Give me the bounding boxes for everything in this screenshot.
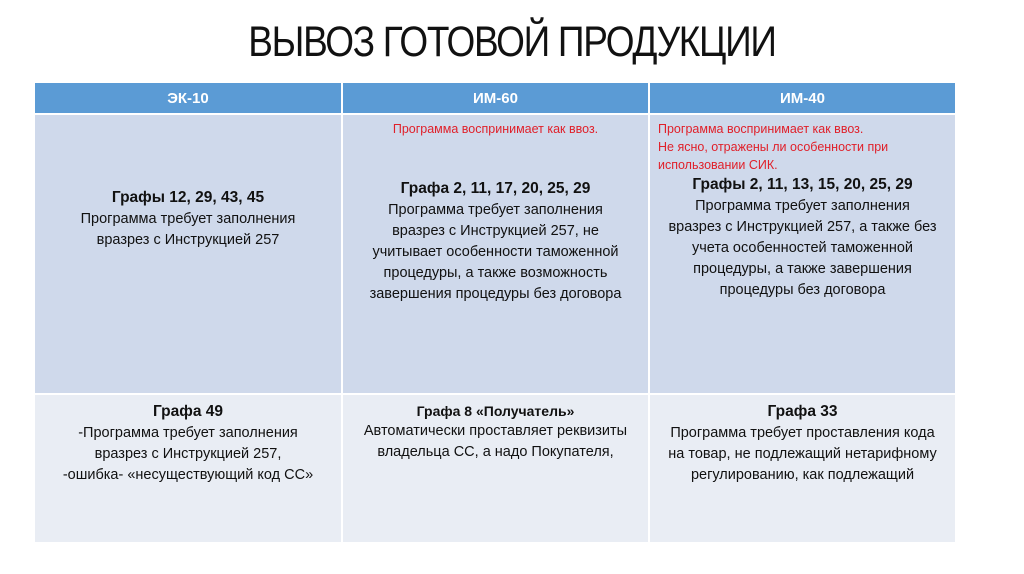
- cell-heading: Графы 2, 11, 13, 15, 20, 25, 29: [692, 176, 913, 193]
- cell-body-line: -ошибка- «несуществующий код СС»: [62, 467, 314, 483]
- table-cell-r1-im60: [341, 115, 648, 393]
- table-cell-r2-im40: [648, 395, 955, 542]
- cell-heading: Графы 12, 29, 43, 45: [111, 189, 265, 206]
- cell-heading: Графа 49: [152, 403, 223, 420]
- cell-body-line: на товар, не подлежащий нетарифному: [668, 446, 937, 462]
- column-header-ek10: ЭК-10: [35, 83, 341, 113]
- cell-heading: Графа 8 «Получатель»: [416, 403, 575, 419]
- table-cell-r2-im60: [341, 395, 648, 542]
- cell-body-line: процедуры без договора: [719, 282, 886, 298]
- cell-body-line: вразрез с Инструкцией 257: [96, 232, 280, 248]
- cell-note: Программа воспринимает как ввоз.: [658, 122, 864, 136]
- table-cell-r2-ek10: [35, 395, 341, 542]
- comparison-table: [35, 83, 955, 542]
- slide-title: ВЫВОЗ ГОТОВОЙ ПРОДУКЦИИ: [248, 18, 776, 66]
- cell-body-line: Программа требует заполнения: [695, 198, 910, 214]
- column-header-im40: ИМ-40: [648, 83, 955, 113]
- cell-body-line: регулированию, как подлежащий: [690, 467, 915, 483]
- cell-body-line: процедуры, а также возможность: [383, 265, 608, 281]
- column-header-im60: ИМ-60: [341, 83, 648, 113]
- cell-body-line: процедуры, а также завершения: [693, 261, 912, 277]
- cell-note: использовании СИК.: [658, 158, 778, 172]
- cell-body-line: Программа требует заполнения: [388, 202, 603, 218]
- cell-body-line: Автоматически проставляет реквизиты: [363, 423, 628, 439]
- cell-body-line: владельца СС, а надо Покупателя,: [377, 444, 614, 460]
- table-cell-r1-ek10: [35, 115, 341, 393]
- cell-heading: Графа 33: [767, 403, 838, 420]
- cell-body-line: учета особенностей таможенной: [691, 240, 914, 256]
- cell-heading: Графа 2, 11, 17, 20, 25, 29: [400, 180, 591, 197]
- cell-body-line: Программа требует заполнения: [80, 211, 296, 227]
- cell-body-line: вразрез с Инструкцией 257, не: [392, 223, 599, 239]
- cell-body-line: -Программа требует заполнения: [78, 425, 298, 441]
- cell-body-line: Программа требует проставления кода: [670, 425, 935, 441]
- cell-note: Не ясно, отражены ли особенности при: [658, 140, 889, 154]
- table-cell-r1-im40: [648, 115, 955, 393]
- cell-body-line: завершения процедуры без договора: [369, 286, 622, 302]
- cell-note: Программа воспринимает как ввоз.: [392, 122, 599, 136]
- cell-body-line: учитывает особенности таможенной: [372, 244, 619, 260]
- cell-body-line: вразрез с Инструкцией 257,: [94, 446, 282, 462]
- cell-body-line: вразрез с Инструкцией 257, а также без: [668, 219, 937, 235]
